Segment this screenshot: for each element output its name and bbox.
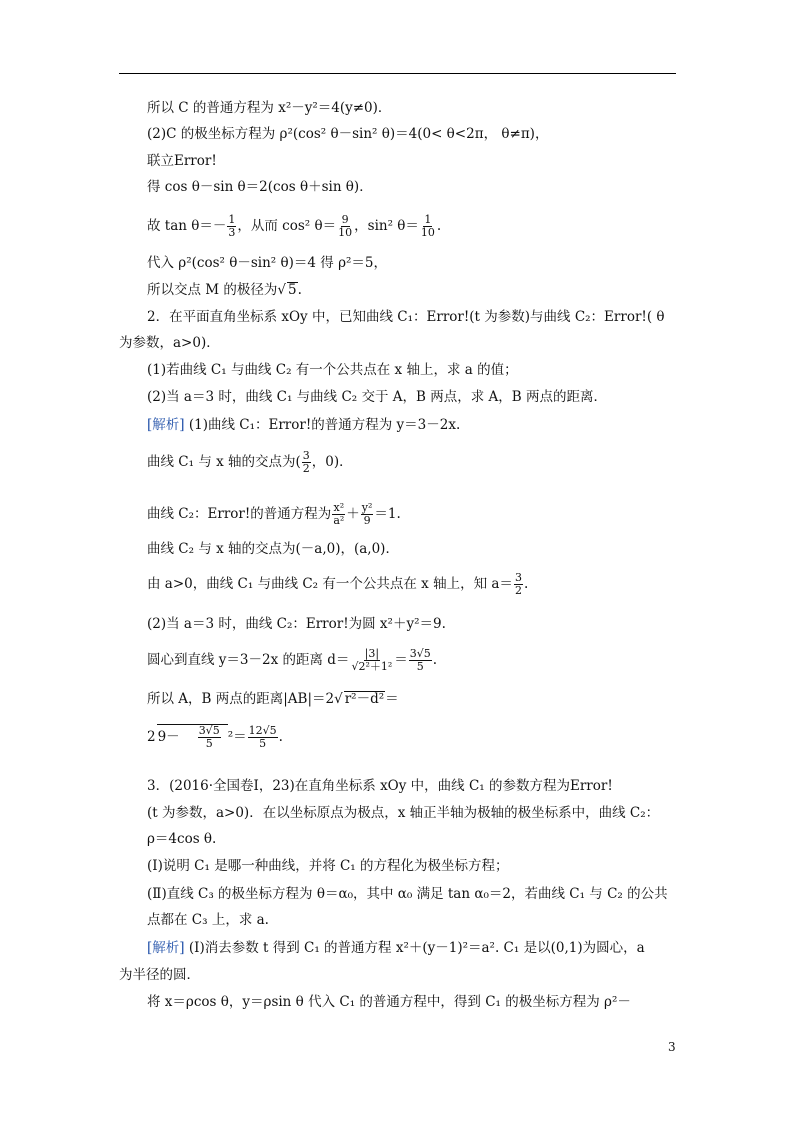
text-line: 2 9－ $\frac{3√5}{5}$ ²＝ $\frac{12√5}{5}$ .: [147, 724, 283, 750]
text-line: (2)当 a＝3 时，曲线 C₂：Error!为圆 x²＋y²＝9.: [147, 616, 446, 632]
text-line: 为参数，a>0)．: [119, 335, 220, 351]
text-line: 故 tan θ＝－ $\frac{1}{3}$ ，从而 cos² θ＝ $\frac{9}{10}$ ，sin² θ＝ $\frac{1}{10}$ .: [147, 213, 442, 239]
text-run: 故 tan θ＝－: [147, 218, 227, 234]
fraction: $\frac{3}{2}$: [514, 571, 522, 597]
text-line: 所以 A，B 两点的距离|AB|＝2√ r²－d²＝: [147, 691, 399, 707]
analysis-label: [解析]: [147, 940, 185, 956]
text-run: ，从而 cos² θ＝: [237, 218, 337, 234]
text-line: (Ⅱ)直线 C₃ 的极坐标方程为 θ＝α₀，其中 α₀ 满足 tan α₀＝2，若曲线 C₁ 与 C₂ 的公共: [147, 886, 668, 902]
fraction: $\frac{3√5}{5}$: [409, 647, 431, 673]
text-line: (1)若曲线 C₁ 与曲线 C₂ 有一个公共点在 x 轴上，求 a 的值；: [147, 362, 518, 378]
sqrt-expression: 9－ $\frac{3√5}{5}$: [157, 724, 228, 750]
fraction: $\frac{3√5}{5}$: [198, 724, 220, 750]
text-line: ρ＝4cos θ.: [147, 831, 217, 847]
text-line: 所以 C 的普通方程为 x²－y²＝4(y≠0)．: [147, 100, 392, 116]
text-line: 圆心到直线 y＝3－2x 的距离 d＝ $\frac{|3|}{\text{√2²＋1²}}$ ＝ $\frac{3√5}{5}$ .: [147, 647, 438, 673]
text-line: (2)当 a＝3 时，曲线 C₁ 与曲线 C₂ 交于 A，B 两点，求 A，B 两点的距离．: [147, 389, 607, 405]
header-rule: [119, 73, 676, 74]
text-line: 为半径的圆．: [119, 967, 200, 983]
fraction: $\frac{3}{2}$: [302, 449, 310, 475]
fraction: $\frac{\text{x²}}{\text{a²}}$: [333, 501, 345, 527]
text-run: ，sin² θ＝: [354, 218, 419, 234]
analysis-label: [解析]: [147, 417, 185, 433]
text-line: [解析] (1)曲线 C₁：Error!的普通方程为 y＝3－2x.: [147, 417, 461, 433]
text-line: (Ⅰ)说明 C₁ 是哪一种曲线，并将 C₁ 的方程化为极坐标方程；: [147, 858, 509, 874]
fraction: $\frac{1}{3}$: [228, 213, 236, 239]
fraction: $\frac{\text{y²}}{9}$: [361, 501, 373, 527]
text-line: [解析] (Ⅰ)消去参数 t 得到 C₁ 的普通方程 x²＋(y－1)²＝a². C₁ 是以(0,1)为圆心，a: [147, 940, 645, 956]
text-line: 曲线 C₂：Error!的普通方程为 $\frac{\text{x²}}{\text{a²}}$ ＋ $\frac{\text{y²}}{9}$ ＝1.: [147, 501, 401, 527]
fraction: $\frac{1}{10}$: [420, 213, 435, 239]
text-line: 联立Error!: [147, 153, 217, 169]
text-line: 将 x＝ρcos θ，y＝ρsin θ 代入 C₁ 的普通方程中，得到 C₁ 的极坐标方程为 ρ²－: [147, 994, 631, 1010]
text-line: 曲线 C₂ 与 x 轴的交点为(－a,0)，(a,0)．: [147, 541, 399, 557]
text-line: 点都在 C₃ 上，求 a.: [147, 912, 269, 928]
text-line: 曲线 C₁ 与 x 轴的交点为( $\frac{3}{2}$ ，0)．: [147, 449, 353, 475]
text-line: 3．(2016·全国卷Ⅰ，23)在直角坐标系 xOy 中，曲线 C₁ 的参数方程为Error!: [147, 778, 613, 794]
text-line: 代入 ρ²(cos² θ－sin² θ)＝4 得 ρ²＝5，: [147, 255, 388, 271]
sqrt-expression: r²－d²: [344, 691, 385, 707]
text-line: 得 cos θ－sin θ＝2(cos θ＋sin θ)．: [147, 179, 373, 195]
text-line: 所以交点 M 的极径为√ 5.: [147, 282, 302, 298]
sqrt-expression: 5: [288, 282, 297, 298]
fraction: $\frac{9}{10}$: [338, 213, 353, 239]
text-line: (t 为参数，a>0)．在以坐标原点为极点，x 轴正半轴为极轴的极坐标系中，曲线 C₂：: [147, 805, 660, 821]
text-line: (2)C 的极坐标方程为 ρ²(cos² θ－sin² θ)＝4(0< θ<2π， θ≠π)，: [147, 126, 549, 142]
page-number: 3: [668, 1040, 676, 1054]
text-line: 由 a>0，曲线 C₁ 与曲线 C₂ 有一个公共点在 x 轴上，知 a＝ $\frac{3}{2}$ .: [147, 571, 529, 597]
fraction: $\frac{|3|}{\text{√2²＋1²}}$: [351, 647, 393, 673]
text-line: 2．在平面直角坐标系 xOy 中，已知曲线 C₁：Error!(t 为参数)与曲线 C₂：Error!( θ: [147, 309, 665, 325]
fraction: $\frac{12√5}{5}$: [248, 724, 277, 750]
